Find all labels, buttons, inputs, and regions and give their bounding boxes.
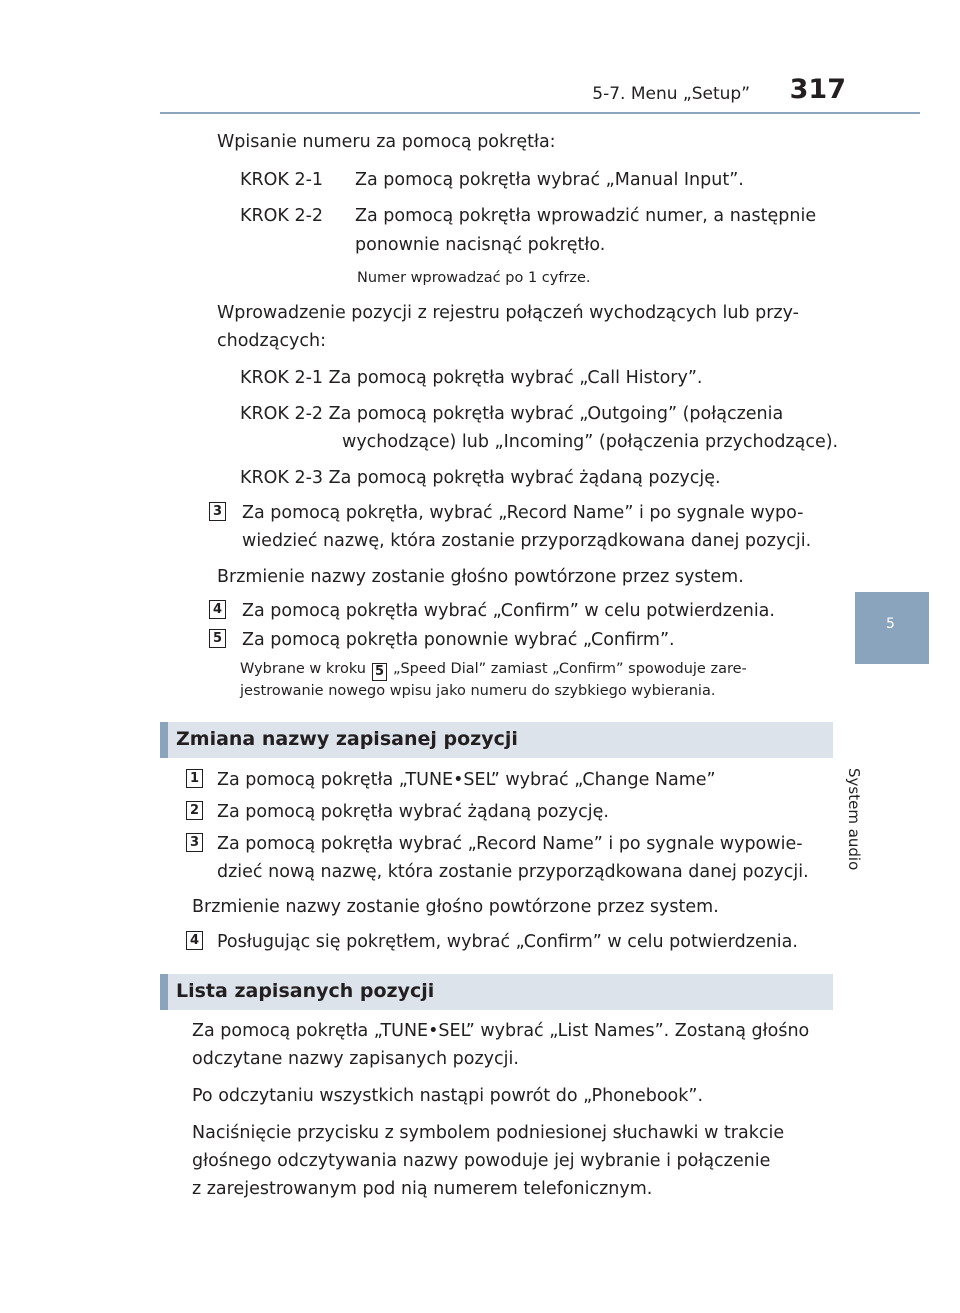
rename-step-3-text-line1: Za pomocą pokrętła wybrać „Record Name” i po sygnale wypowie-	[217, 834, 803, 854]
rename-step-4-text: Posługując się pokrętłem, wybrać „Confirm” w celu potwierdzenia.	[217, 932, 798, 952]
step-5-text: Za pomocą pokrętła ponownie wybrać „Confirm”.	[242, 630, 675, 650]
speed-dial-note-post: „Speed Dial” zamiast „Confirm” spowoduje zare-	[392, 661, 747, 677]
page-number: 317	[789, 74, 846, 105]
chapter-label: System audio	[845, 768, 863, 871]
krok-2-2-text-line2: ponownie nacisnąć pokrętło.	[355, 235, 606, 255]
krok-2-2-history-line2: wychodzące) lub „Incoming” (połączenia przychodzące).	[342, 432, 839, 452]
krok-2-2-label: KROK 2-2	[240, 206, 324, 226]
list-paragraph-3-line3: z zarejestrowanym pod nią numerem telefonicznym.	[192, 1179, 653, 1199]
section-accent	[160, 974, 168, 1010]
dial-intro: Wpisanie numeru za pomocą pokrętła:	[217, 132, 556, 152]
section-accent	[160, 722, 168, 758]
chapter-number: 5	[886, 616, 895, 632]
rename-step-4-marker: 4	[186, 931, 203, 950]
section-title: Zmiana nazwy zapisanej pozycji	[176, 728, 518, 750]
header-rule	[160, 112, 920, 114]
list-paragraph-3-line2: głośnego odczytywania nazwy powoduje jej wybranie i połączenie	[192, 1151, 771, 1171]
section-title: Lista zapisanych pozycji	[176, 980, 435, 1002]
step-5-marker: 5	[209, 629, 226, 648]
digits-note: Numer wprowadzać po 1 cyfrze.	[357, 270, 591, 286]
repeat-note: Brzmienie nazwy zostanie głośno powtórzone przez system.	[217, 567, 744, 587]
list-paragraph-1-line2: odczytane nazwy zapisanych pozycji.	[192, 1049, 519, 1069]
section-heading-rename	[160, 722, 833, 758]
speed-dial-note-line2: jestrowanie nowego wpisu jako numeru do szybkiego wybierania.	[240, 683, 716, 699]
step-4-text: Za pomocą pokrętła wybrać „Confirm” w celu potwierdzenia.	[242, 601, 775, 621]
rename-step-2-text: Za pomocą pokrętła wybrać żądaną pozycję.	[217, 802, 609, 822]
rename-repeat-note: Brzmienie nazwy zostanie głośno powtórzone przez system.	[192, 897, 719, 917]
krok-2-1-text: Za pomocą pokrętła wybrać „Manual Input”.	[355, 170, 744, 190]
speed-dial-note-pre: Wybrane w kroku	[240, 661, 366, 677]
rename-step-3-marker: 3	[186, 833, 203, 852]
rename-step-1-marker: 1	[186, 769, 203, 788]
speed-dial-step-marker: 5	[372, 663, 387, 681]
krok-2-1-history: KROK 2-1 Za pomocą pokrętła wybrać „Call History”.	[240, 368, 703, 388]
list-paragraph-1-line1: Za pomocą pokrętła „TUNE•SEL” wybrać „List Names”. Zostaną głośno	[192, 1021, 810, 1041]
speed-dial-note-line1	[240, 657, 747, 681]
history-intro-line1: Wprowadzenie pozycji z rejestru połączeń wychodzących lub przy-	[217, 303, 799, 323]
rename-step-1-text: Za pomocą pokrętła „TUNE•SEL” wybrać „Change Name”	[217, 770, 716, 790]
step-3-text-line2: wiedzieć nazwę, która zostanie przyporządkowana danej pozycji.	[242, 531, 812, 551]
rename-step-2-marker: 2	[186, 801, 203, 820]
krok-2-2-history-line1: KROK 2-2 Za pomocą pokrętła wybrać „Outgoing” (połączenia	[240, 404, 784, 424]
section-heading-list	[160, 974, 833, 1010]
krok-2-2-text-line1: Za pomocą pokrętła wprowadzić numer, a następnie	[355, 206, 817, 226]
step-3-marker: 3	[209, 502, 226, 521]
krok-2-1-label: KROK 2-1	[240, 170, 324, 190]
krok-2-3-history: KROK 2-3 Za pomocą pokrętła wybrać żądaną pozycję.	[240, 468, 721, 488]
step-3-text-line1: Za pomocą pokrętła, wybrać „Record Name” i po sygnale wypo-	[242, 503, 804, 523]
history-intro-line2: chodzących:	[217, 331, 327, 351]
chapter-tab	[855, 592, 929, 664]
list-paragraph-2: Po odczytaniu wszystkich nastąpi powrót do „Phonebook”.	[192, 1086, 704, 1106]
running-header-section: 5-7. Menu „Setup”	[592, 84, 750, 104]
rename-step-3-text-line2: dzieć nową nazwę, która zostanie przyporządkowana danej pozycji.	[217, 862, 809, 882]
list-paragraph-3-line1: Naciśnięcie przycisku z symbolem podniesionej słuchawki w trakcie	[192, 1123, 785, 1143]
step-4-marker: 4	[209, 600, 226, 619]
